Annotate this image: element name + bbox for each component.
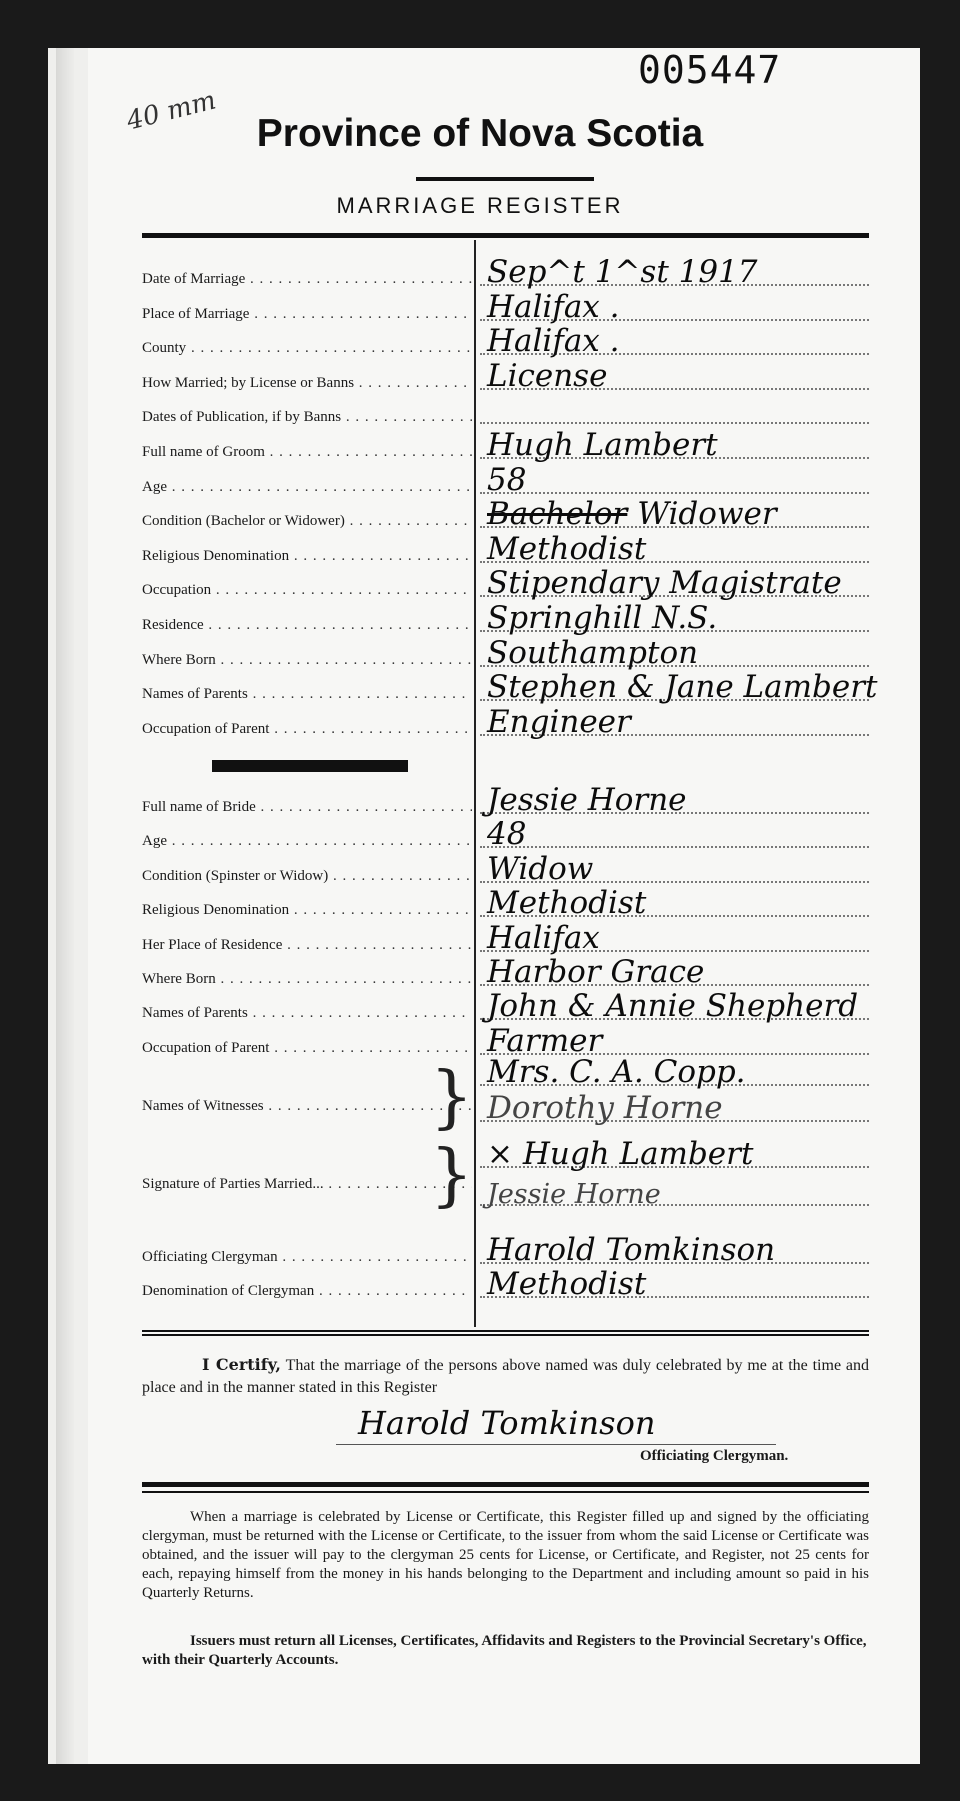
- struck-value: Bachelor: [487, 496, 628, 533]
- denomination-clergyman-row: [142, 1266, 869, 1302]
- field-label: Where Born . . .: [142, 652, 472, 669]
- form-row: [142, 254, 869, 290]
- form-row: [142, 530, 869, 567]
- registry-number: 005447: [638, 48, 782, 92]
- field-label: Occupation of Parent . . .: [142, 721, 472, 738]
- signature-line: [336, 1444, 776, 1445]
- document-subtitle: MARRIAGE REGISTER: [336, 193, 624, 218]
- field-value: Harbor Grace: [487, 954, 705, 990]
- field-value: Springhill N.S.: [487, 600, 718, 636]
- field-label: Her Place of Residence . . .: [142, 937, 472, 954]
- field-label: Religious Denomination . . .: [142, 902, 472, 919]
- form-row: [142, 669, 878, 706]
- field-label: Place of Marriage . . .: [142, 306, 472, 323]
- title-underline: [416, 177, 594, 181]
- field-label: Condition (Spinster or Widow) . . .: [142, 868, 472, 885]
- issuer-instructions: Issuers must return all Licenses, Certificates, Affidavits and Registers to the Provincial Secretary's Office, with their Quarterly Accounts.: [142, 1633, 867, 1668]
- field-value: 58: [487, 461, 527, 498]
- denomination-clergyman-value: Methodist: [487, 1266, 647, 1302]
- signature-line-1: [142, 1136, 869, 1172]
- notice-rule-thin: [142, 1491, 869, 1493]
- field-value: Halifax .: [487, 323, 620, 360]
- field-value: Methodist: [487, 530, 647, 567]
- form-row: [142, 703, 869, 740]
- form-row: [142, 357, 869, 394]
- officiating-clergyman-label: Officiating Clergyman . . .: [142, 1249, 472, 1266]
- entry-dotted-line: [480, 492, 869, 494]
- form-row: [142, 816, 869, 853]
- field-value: Halifax .: [487, 288, 620, 325]
- field-value: Jessie Horne: [487, 782, 687, 818]
- form-row: [142, 634, 869, 671]
- field-label: Where Born . . .: [142, 971, 472, 988]
- field-label: Residence . . .: [142, 617, 472, 634]
- entry-dotted-line: [480, 846, 869, 848]
- form-row: [142, 919, 869, 956]
- certify-text: That the marriage of the persons above named was duly celebrated by me at the time and place and in the manner stated in this Register: [142, 1357, 870, 1396]
- field-label: Occupation . . .: [142, 582, 472, 599]
- signature-line-2: [142, 1178, 869, 1210]
- witness-line-1: [142, 1054, 869, 1090]
- field-label: County . . .: [142, 340, 472, 357]
- field-value: Sep^t 1^st 1917: [487, 254, 758, 290]
- form-row: [142, 461, 869, 498]
- form-row: [142, 323, 869, 360]
- groom-signature: × Hugh Lambert: [487, 1136, 754, 1172]
- form-row: [142, 427, 869, 463]
- header-rule: [142, 233, 869, 238]
- witnesses-label: Names of Witnesses . . .: [142, 1098, 472, 1115]
- field-label: Names of Parents . . .: [142, 686, 472, 703]
- signatures-brace: }: [430, 1136, 474, 1215]
- form-row: [142, 288, 869, 325]
- notice-rule-thick: [142, 1482, 869, 1487]
- officiating-clergyman-row: [142, 1232, 869, 1268]
- paper-fold-shadow: [56, 48, 74, 1764]
- officiating-clergyman-value: Harold Tomkinson: [487, 1232, 776, 1268]
- form-row: [142, 600, 869, 636]
- document-title: Province of Nova Scotia: [256, 112, 704, 155]
- field-value: 48: [487, 816, 527, 853]
- field-value: Widow: [487, 850, 594, 887]
- form-row: [142, 396, 869, 428]
- margin-note: 40 mm: [123, 85, 219, 137]
- witness-line-2: [142, 1090, 869, 1126]
- field-value: Hugh Lambert: [487, 427, 718, 463]
- field-label: Age . . .: [142, 833, 472, 850]
- field-value: Methodist: [487, 885, 647, 922]
- form-row: [142, 954, 869, 990]
- field-label: Full name of Bride . . .: [142, 799, 472, 816]
- form-row: [142, 988, 869, 1025]
- field-label: Religious Denomination . . .: [142, 548, 472, 565]
- signatures-label: Signature of Parties Married... . . .: [142, 1176, 472, 1193]
- field-value: [487, 496, 777, 532]
- clergyman-signature: Harold Tomkinson: [358, 1404, 656, 1442]
- field-value: John & Annie Shepherd: [487, 988, 859, 1025]
- witnesses-brace: }: [430, 1058, 474, 1137]
- certification-statement: [142, 1354, 869, 1399]
- field-value: Stipendary Magistrate: [487, 565, 842, 602]
- corrected-value: Widower: [637, 496, 777, 533]
- form-row: [142, 565, 869, 602]
- witness-1-signature: Mrs. C. A. Copp.: [487, 1054, 746, 1090]
- certify-rule-top-2: [142, 1334, 869, 1336]
- form-row: [142, 850, 869, 887]
- bride-signature: Jessie Horne: [487, 1179, 661, 1210]
- form-row: [142, 885, 869, 922]
- certify-rule-top: [142, 1330, 869, 1332]
- field-label: Dates of Publication, if by Banns . . .: [142, 409, 472, 426]
- certify-lead: I Certify,: [202, 1355, 281, 1374]
- field-label: How Married; by License or Banns . . .: [142, 375, 472, 392]
- field-label: Age . . .: [142, 479, 472, 496]
- field-value: Engineer: [487, 703, 631, 740]
- field-label: Condition (Bachelor or Widower) . . .: [142, 513, 472, 530]
- field-label: Full name of Groom . . .: [142, 444, 472, 461]
- return-instructions: When a marriage is celebrated by License or Certificate, this Register filled up and signed by the officiating clergyman, must be returned with the License or Certificate, to the issuer from whom the said License or Certificate was obtained, and the issuer will pay to the clergyman 25 cents for License, or Certificate, and Register, not 25 cents for each, repaying himself from the money in his hands belonging to the Department and including amount so paid in his Quarterly Returns.: [142, 1509, 869, 1601]
- field-value: Southampton: [487, 634, 699, 671]
- witness-2-signature: Dorothy Horne: [487, 1090, 723, 1126]
- field-value: Farmer: [487, 1022, 603, 1059]
- clergyman-role-label: Officiating Clergyman.: [640, 1448, 789, 1464]
- form-row: [142, 782, 869, 818]
- entry-dotted-line: [480, 422, 869, 424]
- field-value: License: [487, 357, 608, 394]
- section-separator-bar: [212, 760, 408, 772]
- field-label: Names of Parents . . .: [142, 1005, 472, 1022]
- field-value: Stephen & Jane Lambert: [487, 669, 878, 706]
- denomination-clergyman-label: Denomination of Clergyman . . .: [142, 1283, 472, 1300]
- field-label: Date of Marriage . . .: [142, 271, 472, 288]
- form-row: [142, 496, 869, 533]
- field-value: Halifax: [487, 919, 600, 956]
- field-label: Occupation of Parent . . .: [142, 1040, 472, 1057]
